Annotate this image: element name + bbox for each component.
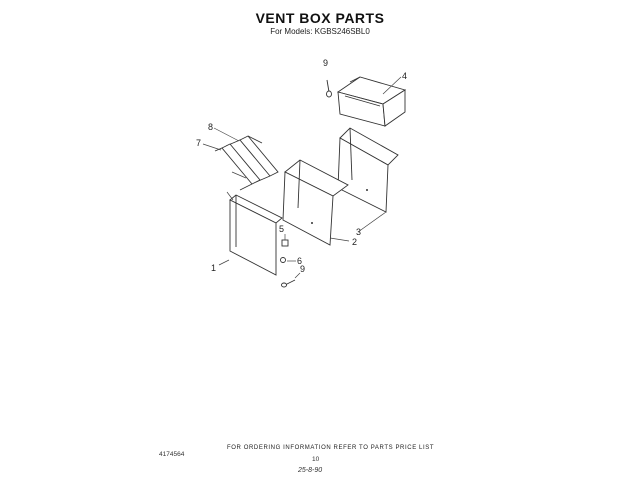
part-9-screw-bottom: [282, 280, 296, 287]
part-6-nut: [281, 258, 286, 263]
callout-9-bottom: 9: [300, 264, 306, 274]
callout-4: 4: [402, 71, 408, 81]
model-subtitle: For Models: KGBS246SBL0: [270, 27, 370, 36]
page-number: 10: [312, 456, 320, 463]
callout-2: 2: [352, 237, 358, 247]
handwritten-date: 25-8-90: [298, 467, 323, 474]
callout-3: 3: [356, 227, 362, 237]
document-code: 4174564: [159, 451, 185, 458]
callout-1: 1: [211, 263, 217, 273]
callout-9-top: 9: [323, 58, 329, 68]
part-1-access-panel: [230, 195, 285, 275]
callout-8: 8: [208, 122, 214, 132]
callout-7: 7: [196, 138, 202, 148]
part-3-rear-panel: [338, 128, 398, 212]
part-9-screw-top: [327, 80, 332, 97]
part-5-clip: [282, 240, 288, 246]
part-4-vent-duct: [338, 77, 405, 126]
callout-6: 6: [297, 256, 303, 266]
page-title: VENT BOX PARTS: [255, 10, 385, 26]
callout-5: 5: [279, 224, 285, 234]
ordering-info-note: FOR ORDERING INFORMATION REFER TO PARTS PRICE LIST: [227, 445, 435, 451]
